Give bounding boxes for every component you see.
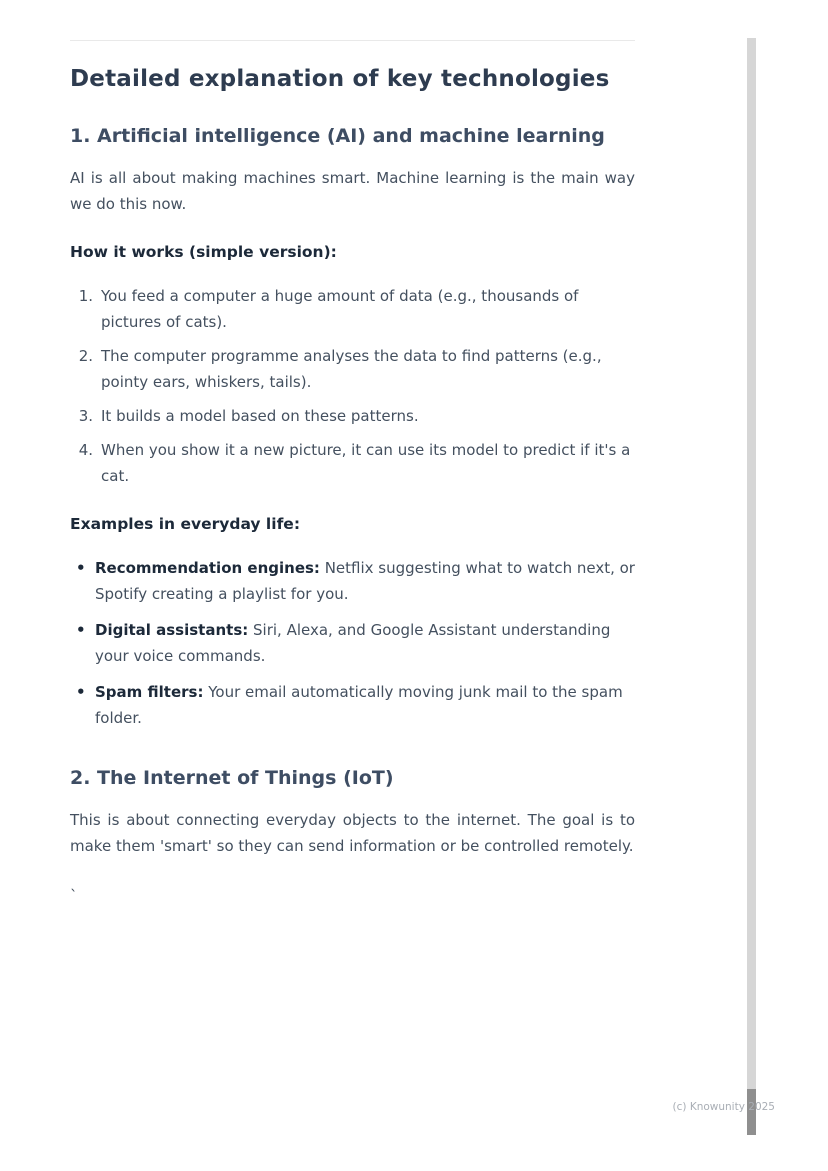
list-number: 4. — [78, 441, 93, 459]
list-item-label: Spam filters: — [95, 683, 204, 701]
list-item — [70, 555, 635, 607]
list-number: 1. — [78, 287, 93, 305]
list-text: You feed a computer a huge amount of data (e.g., thousands of pictures of cats). — [101, 287, 579, 331]
how-it-works-list — [70, 283, 635, 489]
subheading-how-it-works: How it works (simple version): — [70, 243, 337, 261]
bullet-icon: • — [76, 621, 86, 639]
bullet-icon: • — [76, 559, 86, 577]
list-item — [70, 679, 635, 731]
section-ai-machine-learning — [70, 123, 635, 731]
scrollbar-track[interactable] — [747, 38, 756, 1135]
bullet-icon: • — [76, 683, 86, 701]
section-heading-iot: 2. The Internet of Things (IoT) — [70, 767, 394, 789]
list-item — [70, 343, 635, 395]
list-item-body: Netflix suggesting what to watch next, or Spotify creating a playlist for you. — [95, 559, 635, 603]
list-item-label: Digital assistants: — [95, 621, 249, 639]
list-text: The computer programme analyses the data to find patterns (e.g., pointy ears, whiskers, tails). — [101, 347, 602, 391]
section-intro-iot: This is about connecting everyday objects to the internet. The goal is to make them 'smart' so they can send information or be controlled remotely. — [70, 811, 635, 855]
footer-copyright: (c) Knowunity 2025 — [672, 1101, 775, 1113]
list-number: 3. — [78, 407, 93, 425]
list-text: When you show it a new picture, it can use its model to predict if it's a cat. — [101, 441, 631, 485]
list-item — [70, 403, 635, 429]
list-text — [95, 555, 635, 607]
list-item — [70, 617, 635, 669]
list-item-body: Siri, Alexa, and Google Assistant understanding your voice commands. — [95, 621, 611, 665]
list-item — [70, 437, 635, 489]
document-content — [70, 40, 635, 909]
examples-list — [70, 555, 635, 731]
section-iot — [70, 765, 635, 909]
list-item-label: Recommendation engines: — [95, 559, 320, 577]
list-number: 2. — [78, 347, 93, 365]
list-item — [70, 283, 635, 335]
list-text — [95, 679, 635, 731]
list-text: It builds a model based on these patterns. — [101, 407, 419, 425]
section-intro-ai: AI is all about making machines smart. Machine learning is the main way we do this now. — [70, 169, 635, 213]
subheading-examples: Examples in everyday life: — [70, 515, 301, 533]
list-text — [95, 617, 635, 669]
section-heading-ai: 1. Artificial intelligence (AI) and machine learning — [70, 125, 605, 147]
page-title: Detailed explanation of key technologies — [70, 66, 610, 92]
stray-backtick-text: ` — [70, 887, 78, 905]
list-item-body: Your email automatically moving junk mail to the spam folder. — [95, 683, 623, 727]
